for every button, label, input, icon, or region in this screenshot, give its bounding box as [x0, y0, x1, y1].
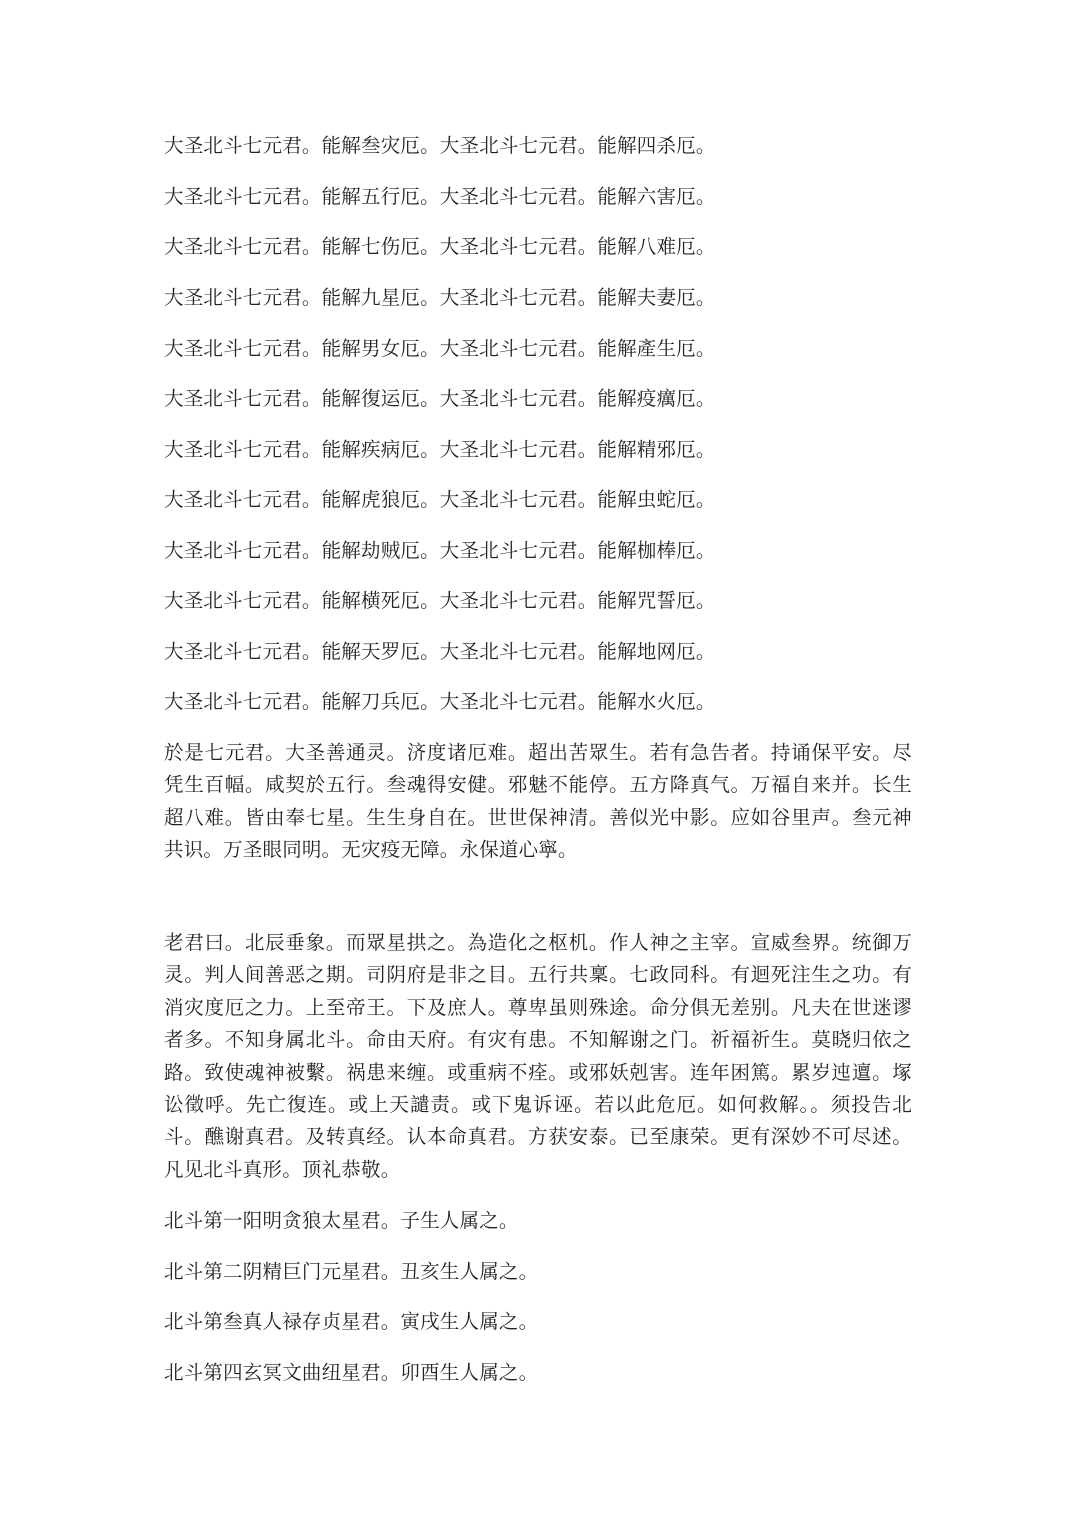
verse-line: 大圣北斗七元君。能解刀兵厄。大圣北斗七元君。能解水火厄。 [164, 690, 716, 713]
verse-line: 大圣北斗七元君。能解七伤厄。大圣北斗七元君。能解八难厄。 [164, 235, 716, 258]
verse-line: 大圣北斗七元君。能解叁灾厄。大圣北斗七元君。能解四杀厄。 [164, 134, 716, 157]
verse-line: 大圣北斗七元君。能解五行厄。大圣北斗七元君。能解六害厄。 [164, 185, 716, 208]
paragraph-laojun: 老君曰。北辰垂象。而眾星拱之。為造化之枢机。作人神之主宰。宣威叁界。统御万灵。判人间善恶之期。司阴府是非之目。五行共稟。七政同科。有迴死注生之功。有消灾度厄之力。上至帝王。下及庶人。尊卑虽则殊途。命分俱无差别。凡夫在世迷谬者多。不知身属北斗。命由天府。有灾有患。不知解谢之门。祈福祈生。莫晓归依之路。致使魂神被繫。祸患来缠。或重病不痊。或邪妖剋害。连年困篤。累岁迍邅。塚讼徵呼。先亡復连。或上天譴责。或下鬼诉诬。若以此危厄。如何救解。。须投告北斗。醮谢真君。及转真经。认本命真君。方获安泰。已至康荣。更有深妙不可尽述。凡见北斗真形。顶礼恭敬。 [164, 931, 912, 1181]
paragraph-seven-lords: 於是七元君。大圣善通灵。济度诸厄难。超出苦眾生。若有急告者。持诵保平安。尽凭生百幅。咸契於五行。叁魂得安健。邪魅不能停。五方降真气。万福自来并。长生超八难。皆由奉七星。生生身自在。世世保神清。善似光中影。应如谷里声。叁元神共识。万圣眼同明。无灾疫无障。永保道心寧。 [164, 741, 912, 862]
star-line: 北斗第一阳明贪狼太星君。子生人属之。 [164, 1209, 519, 1232]
star-line: 北斗第四玄冥文曲纽星君。卯酉生人属之。 [164, 1361, 539, 1384]
star-line: 北斗第二阴精巨门元星君。丑亥生人属之。 [164, 1260, 539, 1283]
verse-line: 大圣北斗七元君。能解疾病厄。大圣北斗七元君。能解精邪厄。 [164, 438, 716, 461]
verse-line: 大圣北斗七元君。能解九星厄。大圣北斗七元君。能解夫妻厄。 [164, 286, 716, 309]
verse-line: 大圣北斗七元君。能解横死厄。大圣北斗七元君。能解咒誓厄。 [164, 589, 716, 612]
verse-line: 大圣北斗七元君。能解男女厄。大圣北斗七元君。能解產生厄。 [164, 337, 716, 360]
star-line: 北斗第叁真人禄存贞星君。寅戌生人属之。 [164, 1310, 539, 1333]
verse-line: 大圣北斗七元君。能解天罗厄。大圣北斗七元君。能解地网厄。 [164, 640, 716, 663]
verse-line: 大圣北斗七元君。能解虎狼厄。大圣北斗七元君。能解虫蛇厄。 [164, 488, 716, 511]
verse-line: 大圣北斗七元君。能解復运厄。大圣北斗七元君。能解疫癘厄。 [164, 387, 716, 410]
verse-line: 大圣北斗七元君。能解劫贼厄。大圣北斗七元君。能解枷棒厄。 [164, 539, 716, 562]
